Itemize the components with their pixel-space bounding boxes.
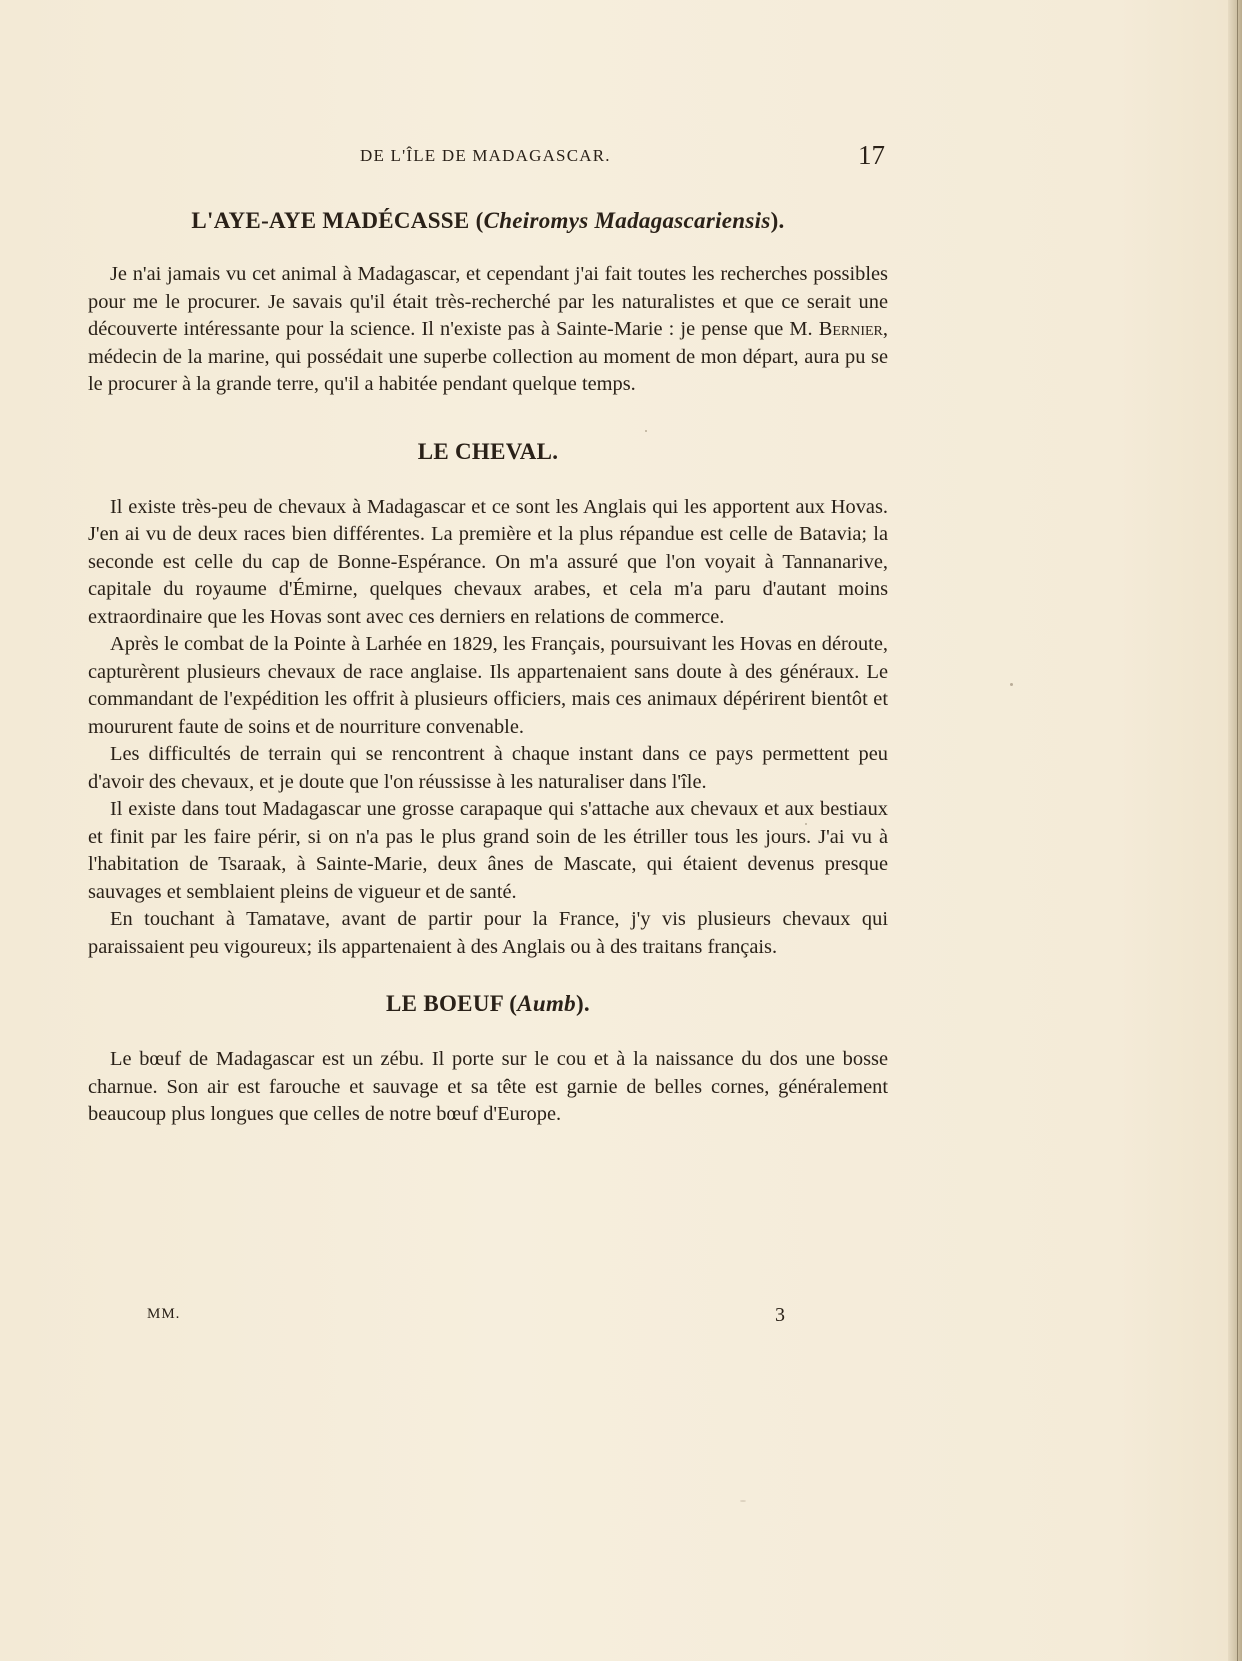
running-head xyxy=(0,140,1242,170)
paper-speck xyxy=(740,1500,746,1502)
text-block xyxy=(88,208,888,1129)
paragraph-aye-aye xyxy=(88,261,888,399)
page-edge xyxy=(1228,0,1242,1661)
signature-line xyxy=(0,1304,1242,1328)
paragraph-cheval-1: Il existe très-peu de chevaux à Madagascar et ce sont les Anglais qui les apportent aux Hovas. J'en ai vu de deux races bien différentes. La première et la plus répandue est celle de Batavia; la seconde est celle du cap de Bonne-Espérance. On m'a assuré que l'on voyait à Tannanarive, capitale du royaume d'Émirne, quelques chevaux arabes, et cela m'a paru d'autant moins extraordinaire que les Hovas sont avec ces derniers en relations de commerce. xyxy=(88,495,888,628)
paper-speck xyxy=(645,430,647,432)
section-title-end: ). xyxy=(770,208,785,233)
paragraph-cheval-2: Après le combat de la Pointe à Larhée en 1829, les Français, poursuivant les Hovas en déroute, capturèrent plusieurs chevaux de race anglaise. Ils appartenaient sans doute à des généraux. Le commandant de l'expédition les offrit à plusieurs officiers, mais ces animaux dépérirent bientôt et moururent faute de soins et de nourriture convenable. xyxy=(88,633,888,738)
section-title-end: ). xyxy=(575,991,590,1016)
paragraph-boeuf: Le bœuf de Madagascar est un zébu. Il porte sur le cou et à la naissance du dos une bosse charnue. Son air est farouche et sauvage et sa tête est garnie de belles cornes, généralement beaucoup plus longues que celles de notre bœuf d'Europe. xyxy=(88,1048,888,1125)
section-title-text: LE BOEUF ( xyxy=(386,991,518,1016)
section-title-boeuf xyxy=(88,991,888,1017)
paragraph-cheval-3: Les difficultés de terrain qui se rencontrent à chaque instant dans ce pays permettent peu d'avoir des chevaux, et je doute que l'on réussisse à les naturaliser dans l'île. xyxy=(88,743,888,793)
running-title: DE L'ÎLE DE MADAGASCAR. xyxy=(360,146,611,165)
section-title-cheval: LE CHEVAL. xyxy=(417,438,559,464)
paragraph-text: , médecin de la marine, qui possédait une superbe collection au moment de mon départ, aura pu se le procurer à la grande terre, qu'il a habitée pendant quelque temps. xyxy=(88,318,888,395)
paper-speck xyxy=(1010,683,1013,686)
signature-number: 3 xyxy=(775,1304,785,1326)
paper-speck xyxy=(805,823,807,825)
person-name: Bernier xyxy=(818,318,883,340)
page-number: 17 xyxy=(858,140,885,170)
latin-name: Cheiromys Madagascariensis xyxy=(483,208,771,233)
latin-name: Aumb xyxy=(517,991,576,1016)
paragraph-cheval-5: En touchant à Tamatave, avant de partir pour la France, j'y vis plusieurs chevaux qui paraissaient peu vigoureux; ils appartenaient à des Anglais ou à des traitans français. xyxy=(88,908,888,958)
paragraph-cheval-4: Il existe dans tout Madagascar une grosse carapaque qui s'attache aux chevaux et aux bestiaux et finit par les faire périr, si on n'a pas le plus grand soin de les étriller tous les jours. J'ai vu à l'habitation de Tsaraak, à Sainte-Marie, deux ânes de Mascate, qui étaient devenus presque sauvages et semblaient pleins de vigueur et de santé. xyxy=(88,798,888,903)
section-title-aye-aye xyxy=(88,208,888,234)
section-title-text: L'AYE-AYE MADÉCASSE ( xyxy=(191,208,484,233)
paragraph-text: Je n'ai jamais vu cet animal à Madagascar, et cependant j'ai fait toutes les recherches possibles pour me le procurer. Je savais qu'il était très-recherché par les naturalistes et que ce serait une découverte intéressante pour la science. Il n'existe pas à Sainte-Marie : je pense que M. xyxy=(88,263,888,340)
signature-mark: MM. xyxy=(147,1306,181,1322)
